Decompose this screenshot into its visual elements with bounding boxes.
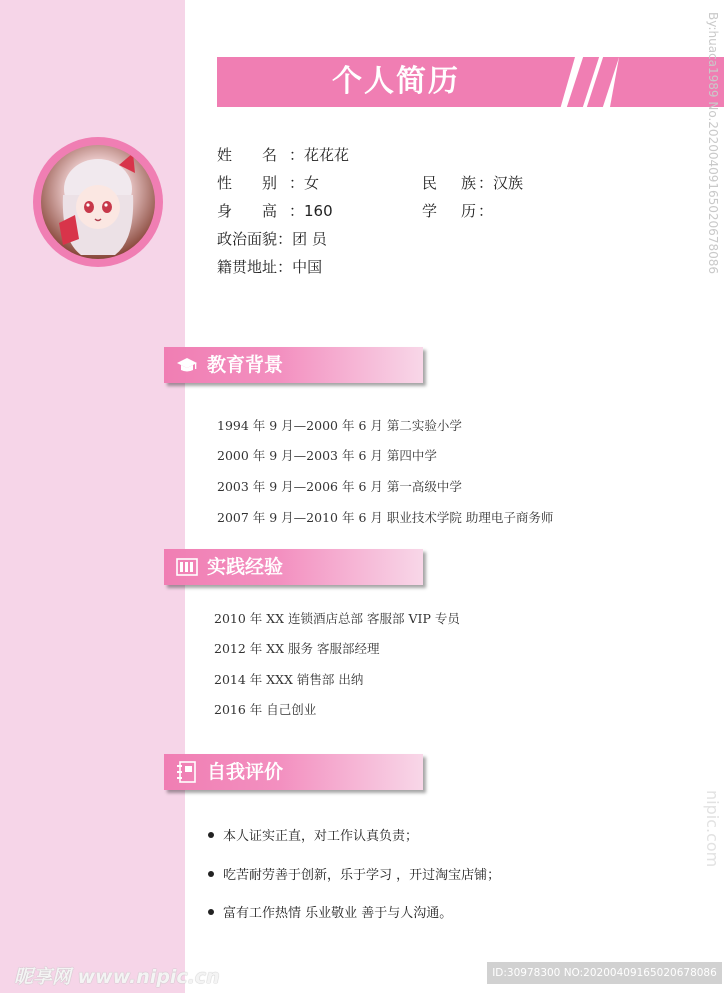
education-item: 2000 年 9 月—2003 年 6 月 第四中学 bbox=[217, 448, 437, 463]
notebook-icon bbox=[176, 761, 198, 783]
section-title-self-evaluation: 自我评价 bbox=[207, 761, 284, 783]
self-eval-item: 本人证实正直，对工作认真负责； bbox=[208, 825, 418, 844]
profile-political-status-value: 团 员 bbox=[292, 230, 327, 248]
profile-row-education-level: 学 历 ： bbox=[422, 202, 494, 220]
bullet-icon bbox=[208, 871, 214, 877]
profile-ethnicity-value: 汉族 bbox=[493, 174, 524, 192]
profile-gender-value: 女 bbox=[304, 174, 320, 192]
experience-item: 2012 年 XX 服务 客服部经理 bbox=[214, 641, 380, 656]
avatar bbox=[33, 137, 163, 267]
self-eval-item: 吃苦耐劳善于创新，乐于学习 ，开过淘宝店铺； bbox=[208, 864, 500, 883]
section-header-education bbox=[164, 347, 423, 383]
section-title-experience: 实践经验 bbox=[207, 556, 284, 578]
profile-row-ethnicity: 民 族 ：汉族 bbox=[422, 174, 524, 192]
section-header-experience bbox=[164, 549, 423, 585]
section-header-self-evaluation bbox=[164, 754, 423, 790]
experience-item: 2014 年 XXX 销售部 出纳 bbox=[214, 672, 364, 687]
avatar-photo bbox=[41, 145, 155, 259]
experience-item: 2016 年 自己创业 bbox=[214, 702, 317, 717]
section-title-education: 教育背景 bbox=[207, 354, 284, 376]
watermark-bottom-logo: 昵享网 www.nipic.cn bbox=[14, 966, 220, 988]
profile-row-height: 身 高 ：160 bbox=[217, 202, 333, 220]
watermark-side-text: By:huaca1989 No.20200409165020678086 bbox=[706, 12, 720, 274]
profile-row-hometown: 籍贯地址：中国 bbox=[217, 258, 323, 276]
profile-name-value: 花花花 bbox=[304, 146, 350, 164]
books-icon bbox=[176, 556, 198, 578]
self-eval-item: 富有工作热情 乐业敬业 善于与人沟通。 bbox=[208, 902, 452, 921]
profile-row-gender: 性 别 ：女 bbox=[217, 174, 320, 192]
watermark-id-strip: ID:30978300 NO:20200409165020678086 bbox=[487, 962, 722, 984]
experience-item: 2010 年 XX 连锁酒店总部 客服部 VIP 专员 bbox=[214, 611, 460, 626]
bullet-icon bbox=[208, 909, 214, 915]
watermark-side-logo: nipic.com bbox=[703, 790, 722, 868]
education-item: 2003 年 9 月—2006 年 6 月 第一高级中学 bbox=[217, 479, 462, 494]
profile-row-name: 姓 名 ：花花花 bbox=[217, 146, 350, 164]
page-title: 个人简历 bbox=[332, 64, 460, 99]
profile-height-value: 160 bbox=[304, 202, 333, 220]
education-item: 2007 年 9 月—2010 年 6 月 职业技术学院 助理电子商务师 bbox=[217, 510, 554, 525]
header-banner bbox=[217, 57, 724, 107]
bullet-icon bbox=[208, 832, 214, 838]
education-item: 1994 年 9 月—2000 年 6 月 第二实验小学 bbox=[217, 418, 462, 433]
profile-hometown-value: 中国 bbox=[292, 258, 323, 276]
profile-row-political-status: 政治面貌：团 员 bbox=[217, 230, 327, 248]
graduation-cap-icon bbox=[176, 354, 198, 376]
